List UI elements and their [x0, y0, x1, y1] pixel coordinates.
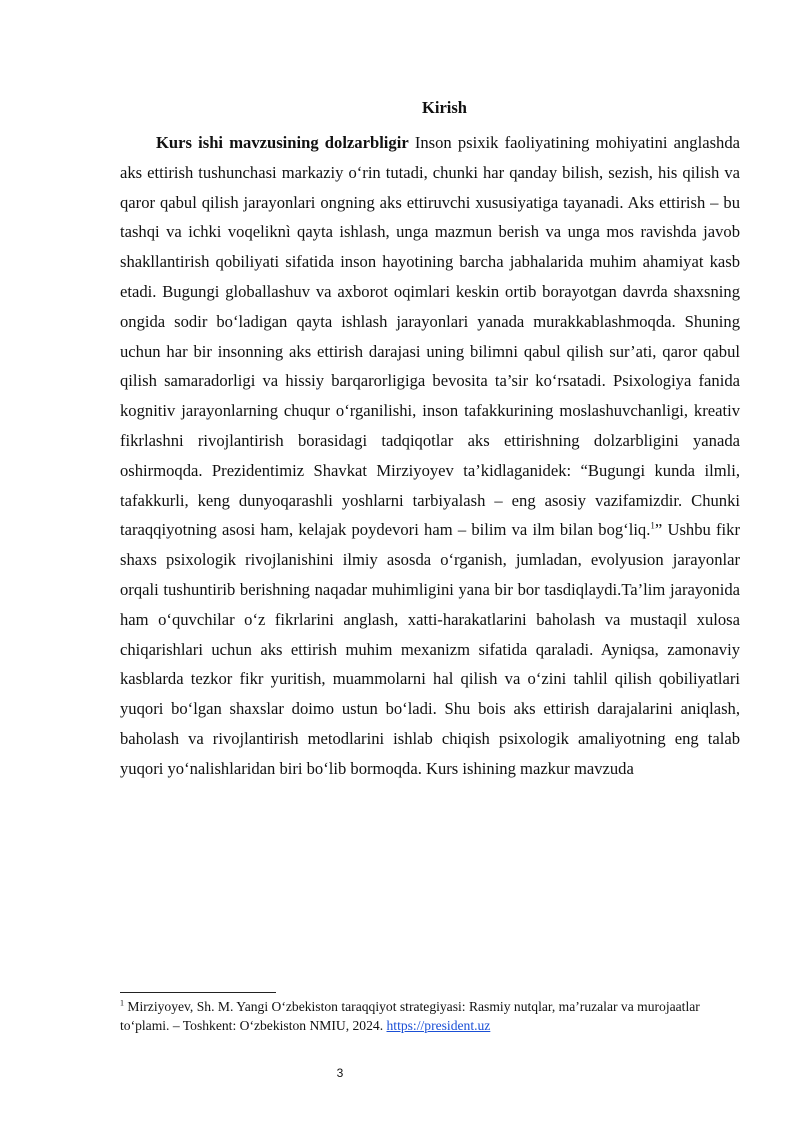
footnote-link[interactable]: https://president.uz: [386, 1018, 491, 1033]
section-heading: Kirish: [422, 98, 467, 117]
page-number: 3: [336, 1066, 344, 1080]
footnote-reference[interactable]: 1: [650, 520, 655, 531]
footnote: [120, 997, 742, 1035]
footnote-separator: [120, 992, 276, 993]
paragraph-text-part-2: ” Ushbu fikr shaxs psixologik rivojlanishini ilmiy asosda o‘rganish, jumladan, evolyusion jarayonlar orqali tushuntirib berishning naqadar muhimligini yana bir bor tasdiqlaydi.Ta’lim jarayonida ham o‘quvchilar o‘z fikrlarini anglash, xatti-harakatlarini baholash va mustaqil xulosa chiqarishlari uchun aks ettirish muhim mexanizm sifatida qaraladi. Ayniqsa, zamonaviy kasblarda tezkor fikr yuritish, muammolarni hal qilish va o‘zini tahlil qilish qobiliyatlari yuqori bo‘lgan shaxslar doimo ustun bo‘ladi. Shu bois aks ettirish darajalarini aniqlash, baholash va rivojlantirish metodlarini ishlab chiqish psixologik amaliyotning eng talab yuqori yo‘nalishlaridan biri bo‘lib bormoqda. Kurs ishining mazkur mavzuda: [120, 520, 740, 778]
footnote-text: Mirziyoyev, Sh. M. Yangi O‘zbekiston taraqqiyot strategiyasi: Rasmiy nutqlar, ma’ruzalar va murojaatlar to‘plami. – Toshkent: O‘zbekiston NMIU, 2024.: [120, 999, 700, 1033]
footnote-marker: 1: [120, 998, 124, 1008]
body-paragraph: [120, 128, 740, 784]
paragraph-lead: Kurs ishi mavzusining dolzarbligir: [156, 133, 409, 152]
paragraph-text-part-1: Inson psixik faoliyatining mohiyatini anglashda aks ettirish tushunchasi markaziy o‘rin tutadi, chunki har qanday bilish, sezish, his qilish va qaror qabul qilish jarayonlari ongning aks ettiruvchi xususiyatiga tayanadi. Aks ettirish – bu tashqi va ichki voqeliknì qayta ishlash, unga mazmun berish va unga mos ravishda javob shakllantirish qobiliyati sifatida inson hayotining barcha jabhalarida muhim ahamiyat kasb etadi. Bugungi globallashuv va axborot oqimlari keskin ortib borayotgan davrda shaxsning ongida sodir bo‘ladigan qayta ishlash jarayonlari yanada murakkablashmoqda. Shuning uchun har bir insonning aks ettirish darajasi uning bilimni qabul qilish sur’ati, qaror qabul qilish samaradorligi va hissiy barqarorligiga bevosita ta’sir ko‘rsatadi. Psixologiya fanida kognitiv jarayonlarning chuqur o‘rganilishi, inson tafakkurining moslashuvchanligi, kreativ fikrlashni rivojlantirish borasidagi tadqiqotlar aks ettirishning dolzarbligini yanada oshirmoqda. Prezidentimiz Shavkat Mirziyoyev ta’kidlaganidek: “Bugungi kunda ilmli, tafakkurli, keng dunyoqarashli yoshlarni tarbiyalash – eng asosiy vazifamizdir. Chunki taraqqiyotning asosi ham, kelajak poydevori ham – bilim va ilm bilan bog‘liq.: [120, 133, 740, 540]
